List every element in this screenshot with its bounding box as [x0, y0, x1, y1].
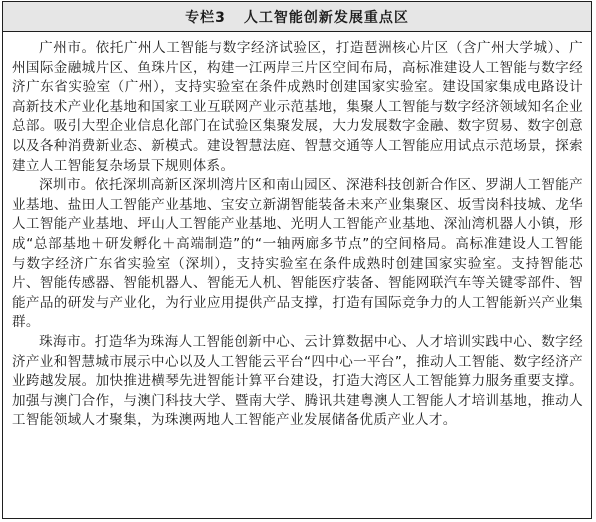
column-header: [3, 2, 591, 32]
column-body: [3, 32, 591, 431]
paragraph-guangzhou: 广州市。依托广州人工智能与数字经济试验区，打造琶洲核心片区（含广州大学城）、广州国际金融城片区、鱼珠片区，构建一江两岸三片区空间布局，高标准建设人工智能与数字经济广东省实验室（广州），支持实验室在条件成熟时创建国家实验室。建设国家集成电路设计高新技术产业化基地和国家工业互联网产业示范基地，集聚人工智能与数字经济领域知名企业总部。吸引大型企业信息化部门在试验区集聚发展，大力发展数字金融、数字贸易、数字创意以及各种消费新业态、新模式。建设智慧法庭、智慧交通等人工智能应用试点示范场景，探索建立人工智能复杂场景下规则体系。: [12, 40, 583, 174]
paragraph-zhuhai: 珠海市。打造华为珠海人工智能创新中心、云计算数据中心、人才培训实践中心、数字经济产业和智慧城市展示中心以及人工智能云平台“四中心一平台”，推动人工智能、数字经济产业跨越发展。加快推进横琴先进智能计算平台建设，打造大湾区人工智能算力服务重要支撑。加强与澳门合作，与澳门科技大学、暨南大学、腾讯共建粤澳人工智能人才培训基地，推动人工智能领域人才聚集，为珠澳两地人工智能产业发展储备优质产业人才。: [12, 333, 583, 429]
column-title: 人工智能创新发展重点区: [243, 9, 409, 26]
column-box: [2, 1, 592, 519]
paragraph-shenzhen: 深圳市。依托深圳高新区深圳湾片区和南山园区、深港科技创新合作区、罗湖人工智能产业基地、盐田人工智能产业基地、宝安立新湖智能装备未来产业集聚区、坂雪岗科技城、龙华人工智能产业基地、坪山人工智能产业基地、光明人工智能产业基地、深汕湾机器人小镇，形成“总部基地＋研发孵化＋高端制造”的“一轴两廊多节点”的空间格局。高标准建设人工智能与数字经济广东省实验室（深圳），支持实验室在条件成熟时创建国家实验室。支持智能芯片、智能传感器、智能机器人、智能无人机、智能医疗装备、智能网联汽车等关键零部件、智能产品的研发与产业化，为行业应用提供产品支撑，打造有国际竞争力的人工智能新兴产业集群。: [12, 177, 583, 331]
column-number: 专栏3: [185, 9, 226, 26]
